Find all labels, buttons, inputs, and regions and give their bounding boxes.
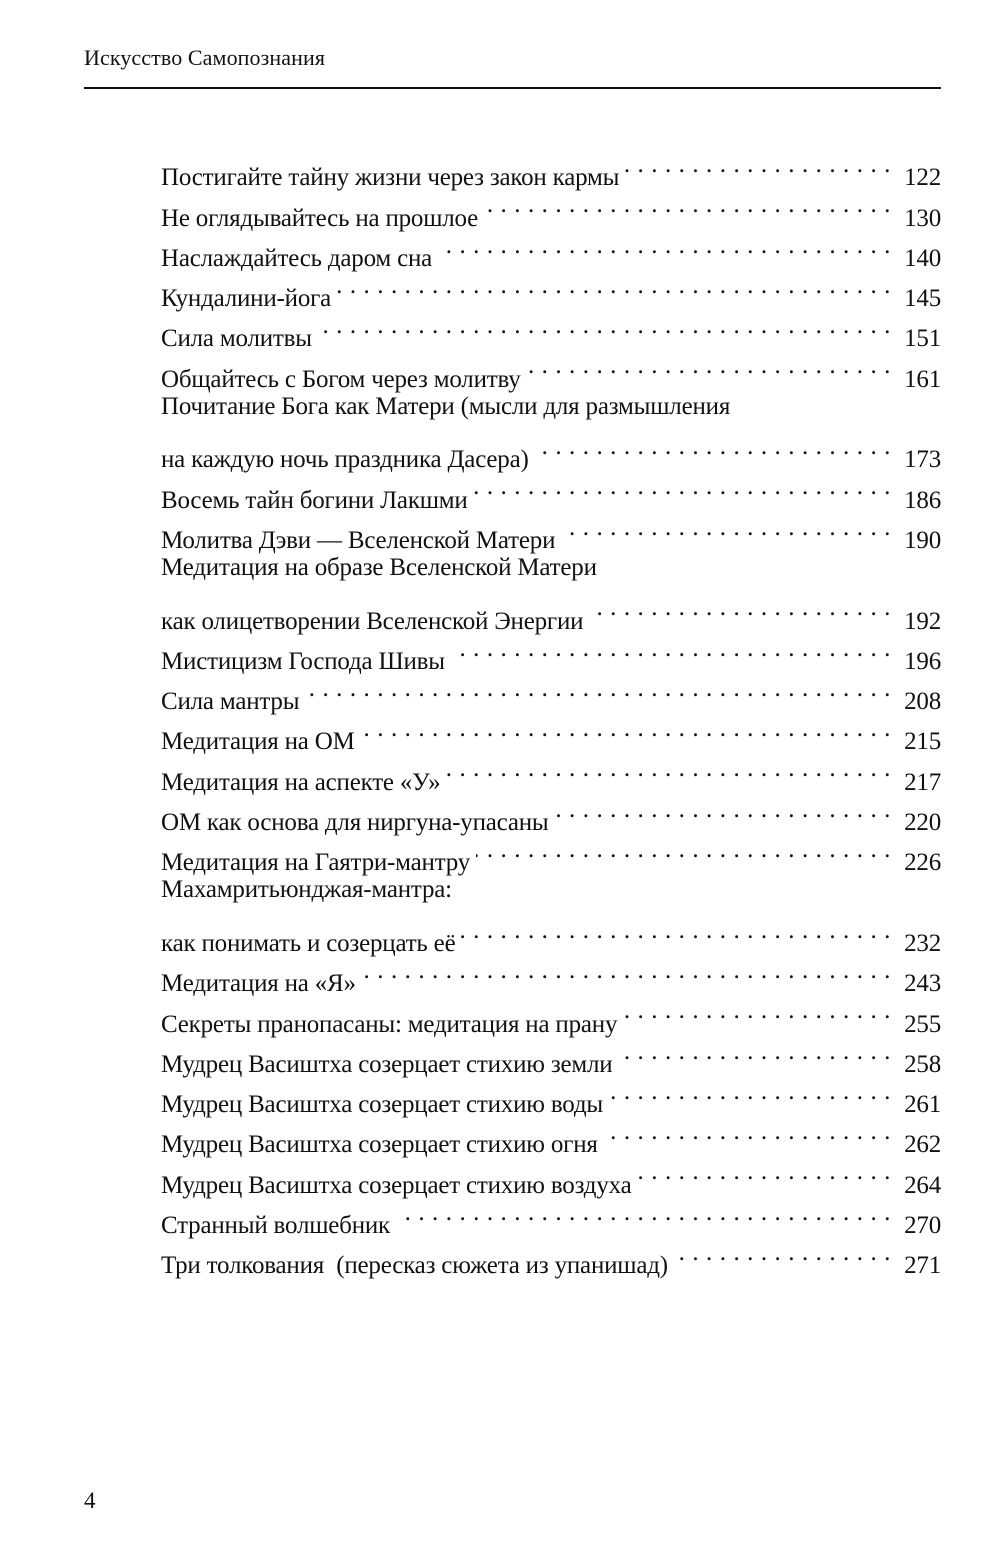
- dot-leader: [604, 1112, 891, 1152]
- dot-leader: [484, 185, 891, 225]
- dot-leader: [396, 1193, 891, 1233]
- toc-entry[interactable]: [161, 145, 941, 192]
- toc-entry-title: Медитация на «Я»: [161, 970, 356, 998]
- toc-entry-title: Не оглядывайтесь на прошлое: [161, 204, 479, 232]
- toc-entry-page: 232: [904, 929, 941, 957]
- dot-leader: [446, 749, 891, 789]
- dot-leader: [637, 1152, 891, 1192]
- dot-leader: [362, 951, 891, 991]
- dot-leader: [589, 588, 891, 628]
- toc-entry-title: Мудрец Васиштха созерцает стихию воды: [161, 1091, 603, 1119]
- toc-entry-title: Медитация на ОМ: [161, 728, 355, 756]
- toc-entry-page: 271: [904, 1252, 941, 1280]
- dot-leader: [535, 427, 891, 467]
- dot-leader: [561, 508, 891, 548]
- toc-entry-title: Три толкования (пересказ сюжета из упанишад): [161, 1252, 668, 1280]
- dot-leader: [305, 669, 891, 709]
- toc-entry-title: Мистицизм Господа Шивы: [161, 647, 445, 675]
- toc-entry-page: 208: [904, 688, 941, 716]
- toc-entry-title-line1: Махамритьюнджая-мантра:: [161, 876, 452, 904]
- toc-entry-title: Молитва Дэви — Вселенской Матери: [161, 526, 556, 554]
- toc-entry-title: ОМ как основа для ниргуна-упасаны: [161, 809, 549, 837]
- dot-leader: [527, 346, 891, 386]
- dot-leader: [438, 226, 891, 266]
- toc-entry[interactable]: [161, 588, 941, 635]
- toc-entry-title: Сила молитвы: [161, 325, 312, 353]
- toc-entry-title: Странный волшебник: [161, 1212, 391, 1240]
- toc-entry-page: 261: [904, 1091, 941, 1119]
- toc-entry-title: Постигайте тайну жизни через закон кармы: [161, 164, 620, 192]
- toc-entry-page: 226: [904, 849, 941, 877]
- toc-entry-title: Кундалини-йога: [161, 285, 332, 313]
- toc-entry-title: Мудрец Васиштха созерцает стихию земли: [161, 1050, 613, 1078]
- toc-entry-title: как понимать и созерцать её: [161, 929, 456, 957]
- dot-leader: [337, 266, 891, 306]
- toc-entry-page: 220: [904, 809, 941, 837]
- toc-entry-title: Общайтесь с Богом через молитву: [161, 365, 521, 393]
- toc-entry[interactable]: [161, 911, 941, 957]
- toc-entry-title: Восемь тайн богини Лакшми: [161, 486, 468, 514]
- toc-entry-page: 262: [904, 1131, 941, 1159]
- dot-leader: [361, 709, 891, 749]
- toc-entry-title-line1: Почитание Бога как Матери (мысли для размышления: [161, 392, 731, 420]
- toc-entry-title: как олицетворении Вселенской Энергии: [161, 607, 584, 635]
- dot-leader: [461, 911, 891, 951]
- toc-entry-page: 145: [904, 285, 941, 313]
- page-number: 4: [84, 1488, 96, 1513]
- header-rule-divider: [84, 87, 941, 89]
- dot-leader: [476, 830, 891, 870]
- toc-entry-title: Медитация на аспекте «У»: [161, 768, 441, 796]
- toc-entry-title: Мудрец Васиштха созерцает стихию огня: [161, 1131, 598, 1159]
- toc-entry-page: 215: [904, 728, 941, 756]
- toc-entry-title: Наслаждайтесь даром сна: [161, 244, 433, 272]
- toc-entry-page: 196: [904, 647, 941, 675]
- toc-entry-first-line[interactable]: [161, 387, 941, 427]
- toc-entry-page: 264: [904, 1171, 941, 1199]
- toc-entry-page: 151: [904, 325, 941, 353]
- toc-entry-page: 258: [904, 1050, 941, 1078]
- toc-entry-first-line[interactable]: [161, 548, 941, 588]
- toc-entry-page: 255: [904, 1010, 941, 1038]
- dot-leader: [555, 790, 891, 830]
- toc-entry-title: Медитация на Гаятри-мантру: [161, 849, 471, 877]
- toc-entry-page: 173: [904, 446, 941, 474]
- toc-entry-page: 192: [904, 607, 941, 635]
- toc-entry-title: на каждую ночь праздника Дасера): [161, 446, 529, 474]
- toc-entry-page: 161: [904, 365, 941, 393]
- toc-entry-page: 190: [904, 526, 941, 554]
- toc-entry-page: 130: [904, 204, 941, 232]
- toc-entry-title-line1: Медитация на образе Вселенской Матери: [161, 553, 597, 581]
- toc-entry[interactable]: [161, 427, 941, 474]
- table-of-contents: [161, 145, 941, 1280]
- dot-leader: [474, 467, 891, 507]
- dot-leader: [625, 145, 891, 185]
- toc-entry-page: 186: [904, 486, 941, 514]
- toc-entry-page: 122: [904, 164, 941, 192]
- toc-entry-page: 217: [904, 768, 941, 796]
- toc-entry-first-line[interactable]: [161, 870, 941, 910]
- dot-leader: [674, 1233, 891, 1273]
- toc-entry-title: Мудрец Васиштха созерцает стихию воздуха: [161, 1171, 632, 1199]
- dot-leader: [609, 1072, 891, 1112]
- toc-entry-page: 140: [904, 244, 941, 272]
- dot-leader: [451, 629, 891, 669]
- dot-leader: [618, 1032, 891, 1072]
- toc-entry-page: 243: [904, 970, 941, 998]
- toc-entry-title: Сила мантры: [161, 688, 300, 716]
- running-header-title: Искусство Самопознания: [84, 45, 326, 70]
- toc-entry-title: Секреты пранопасаны: медитация на прану: [161, 1010, 618, 1038]
- dot-leader: [318, 306, 891, 346]
- dot-leader: [623, 991, 891, 1031]
- toc-entry-page: 270: [904, 1212, 941, 1240]
